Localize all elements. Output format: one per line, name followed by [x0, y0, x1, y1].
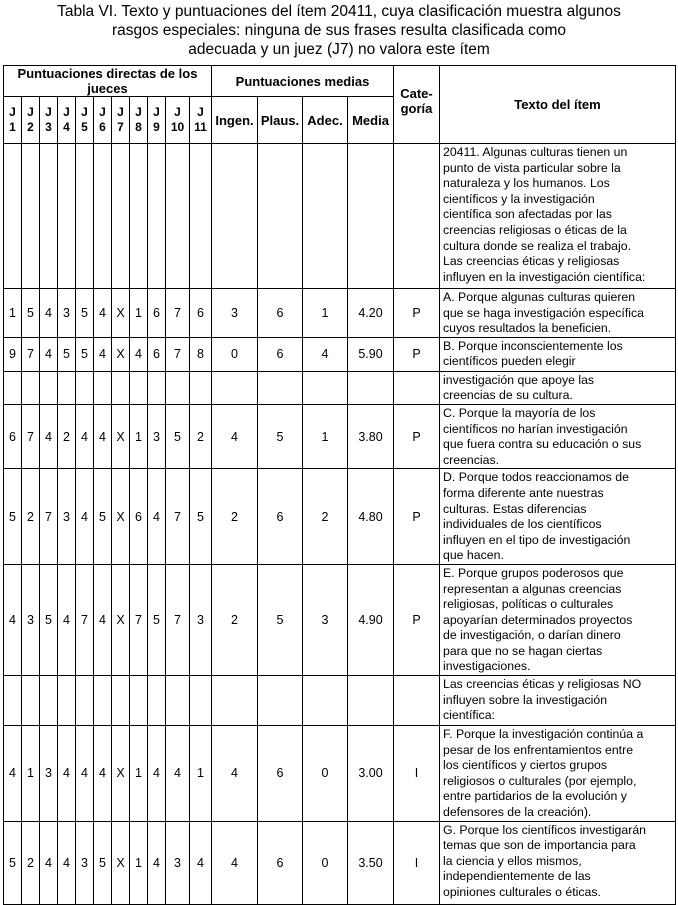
judge-score: 5 — [22, 289, 40, 338]
header-judge-5: J 5 — [76, 97, 94, 144]
judge-score: 5 — [94, 821, 112, 904]
judge-score — [58, 144, 76, 289]
judge-score: 4 — [148, 469, 166, 565]
category: P — [394, 469, 440, 565]
judge-score: 7 — [22, 337, 40, 371]
judge-score — [112, 676, 130, 726]
judge-score: 5 — [76, 289, 94, 338]
judge-score: X — [112, 404, 130, 468]
mean-score — [258, 371, 303, 404]
judge-score: 3 — [40, 726, 58, 822]
table-row — [4, 404, 676, 468]
judge-score: 3 — [190, 564, 212, 675]
table-row — [4, 371, 676, 404]
category: P — [394, 404, 440, 468]
header-media-col: Adec. — [303, 97, 348, 144]
mean-score: 6 — [258, 469, 303, 565]
table-row — [4, 676, 676, 726]
mean-score: 6 — [258, 821, 303, 904]
category — [394, 144, 440, 289]
header-judge-9: J 9 — [148, 97, 166, 144]
item-table — [3, 65, 676, 905]
judge-score: 4 — [40, 821, 58, 904]
judge-score: 9 — [4, 337, 22, 371]
item-text: A. Porque algunas culturas quieren que se haga investigación específica cuyos resultados la beneficien. — [440, 289, 676, 338]
category: P — [394, 337, 440, 371]
mean-score: 6 — [258, 726, 303, 822]
judge-score: 4 — [76, 404, 94, 468]
mean-score: 0 — [212, 337, 258, 371]
header-judge-2: J 2 — [22, 97, 40, 144]
mean-score — [303, 144, 348, 289]
category: I — [394, 821, 440, 904]
table-row — [4, 144, 676, 289]
header-media-col: Ingen. — [212, 97, 258, 144]
mean-score: 2 — [303, 469, 348, 565]
judge-score — [22, 144, 40, 289]
judge-score: 7 — [76, 564, 94, 675]
header-directas: Puntuaciones directas de los jueces — [4, 66, 212, 97]
mean-score: 0 — [303, 821, 348, 904]
item-text: F. Porque la investigación continúa a pesar de los enfrentamientos entre los científicos y ciertos grupos religiosos o culturales (por ejemplo, entre partidarios de la evolución y defensores de la creación). — [440, 726, 676, 822]
item-text: B. Porque inconscientemente los científicos pueden elegir — [440, 337, 676, 371]
header-media-col: Plaus. — [258, 97, 303, 144]
category: P — [394, 564, 440, 675]
table-row — [4, 469, 676, 565]
judge-score: 3 — [58, 469, 76, 565]
mean-score — [258, 144, 303, 289]
judge-score: X — [112, 337, 130, 371]
judge-score: 2 — [22, 469, 40, 565]
item-text: E. Porque grupos poderosos que representan a algunas creencias religiosas, políticas o culturales apoyarían determinados proyectos de investigación, o darían dinero para que no se hagan ciertas investigaciones. — [440, 564, 676, 675]
judge-score: X — [112, 821, 130, 904]
judge-score: 6 — [4, 404, 22, 468]
judge-score — [58, 676, 76, 726]
judge-score — [148, 676, 166, 726]
judge-score — [148, 144, 166, 289]
judge-score: 4 — [40, 404, 58, 468]
judge-score: 4 — [148, 821, 166, 904]
judge-score: 4 — [94, 726, 112, 822]
judge-score: 5 — [4, 821, 22, 904]
judge-score — [22, 371, 40, 404]
judge-score: 4 — [94, 337, 112, 371]
judge-score: 3 — [58, 289, 76, 338]
mean-score: 3.00 — [348, 726, 394, 822]
mean-score: 4 — [212, 821, 258, 904]
mean-score — [348, 676, 394, 726]
judge-score: 5 — [94, 469, 112, 565]
mean-score: 2 — [212, 469, 258, 565]
judge-score — [40, 371, 58, 404]
mean-score: 0 — [303, 726, 348, 822]
judge-score: 2 — [22, 821, 40, 904]
judge-score: 4 — [130, 337, 148, 371]
judge-score — [112, 371, 130, 404]
item-text: C. Porque la mayoría de los científicos no harían investigación que fuera contra su educación o sus creencias. — [440, 404, 676, 468]
judge-score: 6 — [130, 469, 148, 565]
mean-score — [303, 676, 348, 726]
judge-score: X — [112, 726, 130, 822]
judge-score: 8 — [190, 337, 212, 371]
judge-score: 5 — [58, 337, 76, 371]
header-judge-8: J 8 — [130, 97, 148, 144]
item-text: G. Porque los científicos investigarán temas que son de importancia para la ciencia y ellos mismos, independientemente de las opiniones culturales o éticas. — [440, 821, 676, 904]
judge-score — [4, 371, 22, 404]
mean-score: 2 — [212, 564, 258, 675]
judge-score — [190, 371, 212, 404]
judge-score — [76, 371, 94, 404]
judge-score — [76, 144, 94, 289]
judge-score: 1 — [190, 726, 212, 822]
judge-score — [130, 676, 148, 726]
judge-score: 4 — [94, 289, 112, 338]
category — [394, 371, 440, 404]
header-judge-4: J 4 — [58, 97, 76, 144]
judge-score: 6 — [190, 289, 212, 338]
judge-score: 3 — [76, 821, 94, 904]
judge-score: 7 — [166, 337, 190, 371]
mean-score — [212, 371, 258, 404]
judge-score: 1 — [130, 289, 148, 338]
judge-score: 7 — [22, 404, 40, 468]
mean-score: 4.20 — [348, 289, 394, 338]
judge-score: 4 — [166, 726, 190, 822]
header-judge-6: J 6 — [94, 97, 112, 144]
mean-score — [303, 371, 348, 404]
judge-score: 4 — [190, 821, 212, 904]
judge-score — [22, 676, 40, 726]
judge-score — [130, 371, 148, 404]
judge-score: 6 — [148, 289, 166, 338]
mean-score — [258, 676, 303, 726]
judge-score: 5 — [4, 469, 22, 565]
mean-score: 1 — [303, 404, 348, 468]
judge-score — [4, 144, 22, 289]
mean-score: 4 — [212, 404, 258, 468]
mean-score: 3.50 — [348, 821, 394, 904]
mean-score: 4 — [212, 726, 258, 822]
mean-score: 3 — [303, 564, 348, 675]
judge-score: 4 — [94, 404, 112, 468]
judge-score: 4 — [58, 821, 76, 904]
mean-score — [212, 144, 258, 289]
header-media-col: Media — [348, 97, 394, 144]
mean-score: 6 — [258, 289, 303, 338]
mean-score: 5 — [258, 564, 303, 675]
judge-score: 5 — [76, 337, 94, 371]
mean-score: 4 — [303, 337, 348, 371]
judge-score: 4 — [76, 726, 94, 822]
judge-score: 7 — [166, 564, 190, 675]
judge-score: 7 — [130, 564, 148, 675]
judge-score: 6 — [148, 337, 166, 371]
judge-score — [40, 144, 58, 289]
mean-score: 3 — [212, 289, 258, 338]
judge-score — [166, 144, 190, 289]
judge-score: 1 — [130, 821, 148, 904]
mean-score — [348, 371, 394, 404]
judge-score — [190, 144, 212, 289]
judge-score: 4 — [148, 726, 166, 822]
judge-score — [190, 676, 212, 726]
judge-score: 4 — [4, 726, 22, 822]
judge-score — [166, 676, 190, 726]
judge-score: 4 — [40, 289, 58, 338]
judge-score — [76, 676, 94, 726]
table-caption: Tabla VI. Texto y puntuaciones del ítem 20411, cuya clasificación muestra algunos rasgos especiales: ninguna de sus frases resulta clasificada como adecuada y un juez (J7) no valora este ítem — [57, 3, 621, 58]
judge-score — [112, 144, 130, 289]
judge-score: 1 — [4, 289, 22, 338]
mean-score — [348, 144, 394, 289]
judge-score: 7 — [40, 469, 58, 565]
judge-score: 7 — [166, 469, 190, 565]
table-row — [4, 564, 676, 675]
judge-score: 5 — [190, 469, 212, 565]
item-text: investigación que apoye las creencias de su cultura. — [440, 371, 676, 404]
judge-score: 4 — [58, 564, 76, 675]
judge-score: 2 — [58, 404, 76, 468]
judge-score: X — [112, 564, 130, 675]
table-row — [4, 337, 676, 371]
mean-score: 1 — [303, 289, 348, 338]
judge-score: 4 — [58, 726, 76, 822]
judge-score: 5 — [166, 404, 190, 468]
header-judge-11: J 11 — [190, 97, 212, 144]
table-row — [4, 289, 676, 338]
header-medias: Puntuaciones medias — [212, 66, 394, 97]
judge-score: 5 — [40, 564, 58, 675]
judge-score: 7 — [166, 289, 190, 338]
mean-score: 6 — [258, 337, 303, 371]
judge-score: 4 — [76, 469, 94, 565]
judge-score: 2 — [190, 404, 212, 468]
header-judge-3: J 3 — [40, 97, 58, 144]
mean-score — [212, 676, 258, 726]
judge-score: 3 — [148, 404, 166, 468]
judge-score — [94, 676, 112, 726]
item-text: D. Porque todos reaccionamos de forma diferente ante nuestras culturas. Estas diferencias individuales de los científicos influyen en el tipo de investigación que hacen. — [440, 469, 676, 565]
item-text: Las creencias éticas y religiosas NO influyen sobre la investigación científica: — [440, 676, 676, 726]
category: P — [394, 289, 440, 338]
judge-score: 1 — [22, 726, 40, 822]
judge-score: 3 — [166, 821, 190, 904]
judge-score: X — [112, 289, 130, 338]
judge-score: 1 — [130, 726, 148, 822]
judge-score — [58, 371, 76, 404]
judge-score — [166, 371, 190, 404]
header-texto: Texto del ítem — [440, 66, 676, 144]
judge-score — [148, 371, 166, 404]
table-row — [4, 821, 676, 904]
judge-score: 3 — [22, 564, 40, 675]
judge-score — [40, 676, 58, 726]
header-judge-1: J 1 — [4, 97, 22, 144]
judge-score: 4 — [4, 564, 22, 675]
mean-score: 4.80 — [348, 469, 394, 565]
judge-score — [130, 144, 148, 289]
judge-score: 4 — [94, 564, 112, 675]
judge-score — [94, 371, 112, 404]
category — [394, 676, 440, 726]
item-text: 20411. Algunas culturas tienen un punto de vista particular sobre la naturaleza y los humanos. Los científicos y la investigación científica son afectadas por las creencias religiosas o éticas de la cultura donde se realiza el trabajo. Las creencias éticas y religiosas influyen en la investigación científica: — [440, 144, 676, 289]
table-row — [4, 726, 676, 822]
judge-score: 4 — [40, 337, 58, 371]
mean-score: 3.80 — [348, 404, 394, 468]
category: I — [394, 726, 440, 822]
mean-score: 5 — [258, 404, 303, 468]
mean-score: 5.90 — [348, 337, 394, 371]
header-judge-7: J 7 — [112, 97, 130, 144]
judge-score — [94, 144, 112, 289]
judge-score: X — [112, 469, 130, 565]
judge-score: 1 — [130, 404, 148, 468]
mean-score: 4.90 — [348, 564, 394, 675]
judge-score: 5 — [148, 564, 166, 675]
header-judge-10: J 10 — [166, 97, 190, 144]
header-categoria: Cate- goría — [394, 66, 440, 144]
judge-score — [4, 676, 22, 726]
